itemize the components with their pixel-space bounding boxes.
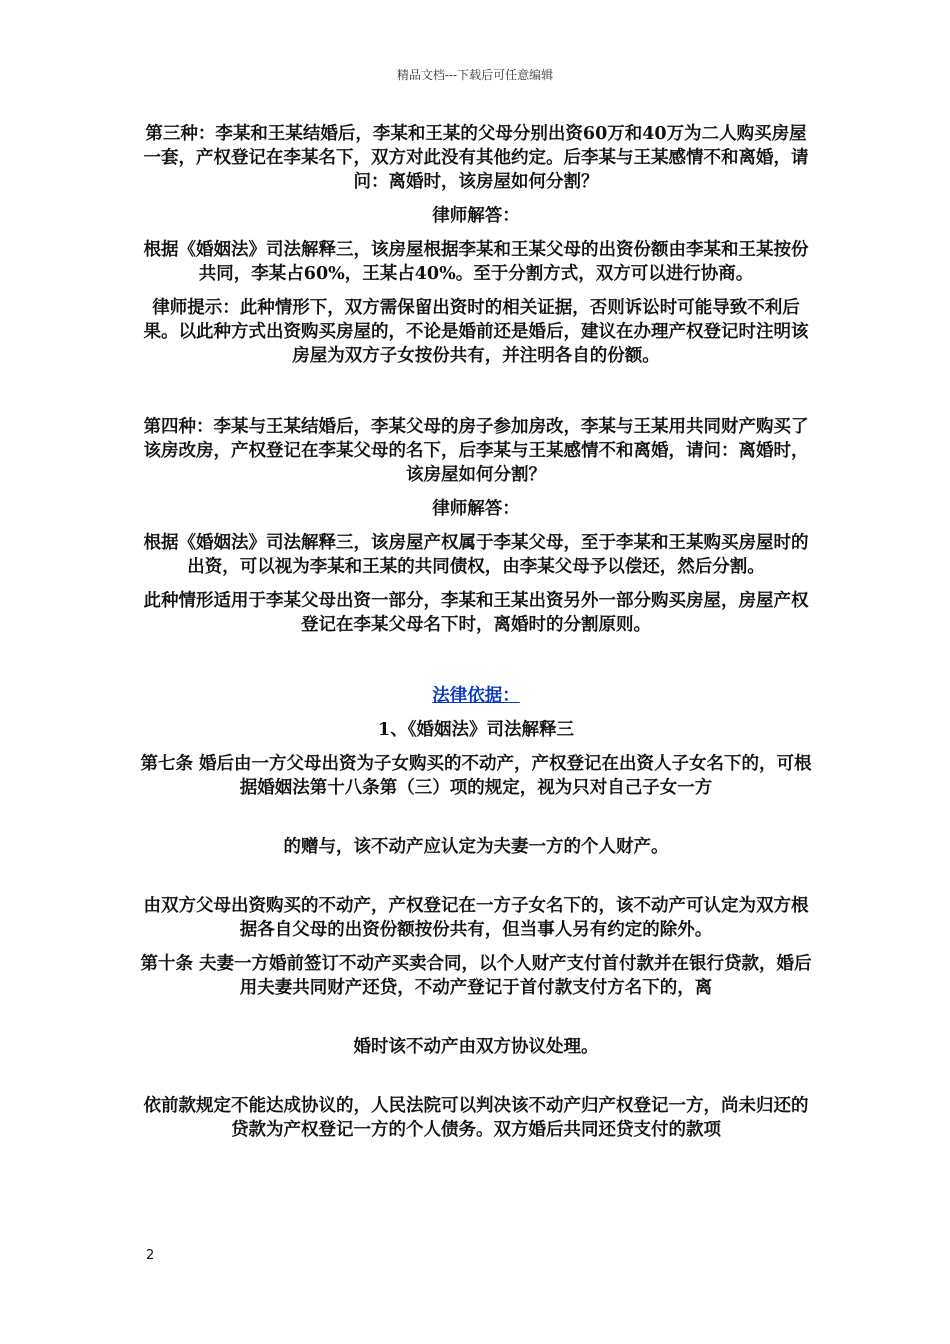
case3-question: 第三种：李某和王某结婚后，李某和王某的父母分别出资60万和40万为二人购买房屋一套，产权登记在李某名下，双方对此没有其他约定。后李某与王某感情不和离婚，请问：离婚时，该房屋如何分割？	[143, 124, 809, 192]
page-header: 精品文档---下载后可任意编辑	[396, 68, 554, 82]
case3-answer-label: 律师解答：	[432, 206, 520, 226]
legal-basis-heading[interactable]	[140, 684, 812, 708]
legal-basis-link[interactable]: 法律依据：	[432, 686, 520, 706]
case4-question: 第四种：李某与王某结婚后，李某父母的房子参加房改，李某与王某用共同财产购买了该房改房，产权登记在李某父母的名下，后李某与王某感情不和离婚，请问：离婚时，该房屋如何分割？	[143, 417, 809, 485]
case4-note: 此种情形适用于李某父母出资一部分，李某和王某出资另外一部分购买房屋，房屋产权登记在李某父母名下时，离婚时的分割原则。	[143, 591, 809, 635]
case3-answer: 根据《婚姻法》司法解释三，该房屋根据李某和王某父母的出资份额由李某和王某按份共同，李某占60%，王某占40%。至于分割方式，双方可以进行协商。	[143, 240, 809, 284]
case4-answer: 根据《婚姻法》司法解释三，该房屋产权属于李某父母，至于李某和王某购买房屋时的出资，可以视为李某和王某的共同债权，由李某父母予以偿还，然后分割。	[143, 533, 809, 577]
case4-answer-label: 律师解答：	[432, 499, 520, 519]
article7-part2: 的赠与，该不动产应认定为夫妻一方的个人财产。	[283, 837, 669, 857]
article7-part1: 第七条 婚后由一方父母出资为子女购买的不动产，产权登记在出资人子女名下的，可根据婚姻法第十八条第（三）项的规定，视为只对自己子女一方	[140, 754, 812, 798]
page-number: 2	[146, 1248, 155, 1263]
article10-part2: 婚时该不动产由双方协议处理。	[353, 1037, 599, 1057]
case3-tip: 律师提示：此种情形下，双方需保留出资时的相关证据，否则诉讼时可能导致不利后果。以此种方式出资购买房屋的，不论是婚前还是婚后，建议在办理产权登记时注明该房屋为双方子女按份共有，并注明各自的份额。	[143, 298, 809, 366]
article10-part3: 依前款规定不能达成协议的，人民法院可以判决该不动产归产权登记一方，尚未归还的贷款为产权登记一方的个人债务。双方婚后共同还贷支付的款项	[143, 1096, 809, 1140]
article7-part3: 由双方父母出资购买的不动产，产权登记在一方子女名下的，该不动产可认定为双方根据各自父母的出资份额按份共有，但当事人另有约定的除外。	[143, 896, 809, 940]
document-body	[140, 122, 812, 1142]
article10-part1: 第十条 夫妻一方婚前签订不动产买卖合同，以个人财产支付首付款并在银行贷款，婚后用夫妻共同财产还贷，不动产登记于首付款支付方名下的，离	[140, 954, 812, 998]
legal-subheading: 1、《婚姻法》司法解释三	[378, 720, 574, 740]
